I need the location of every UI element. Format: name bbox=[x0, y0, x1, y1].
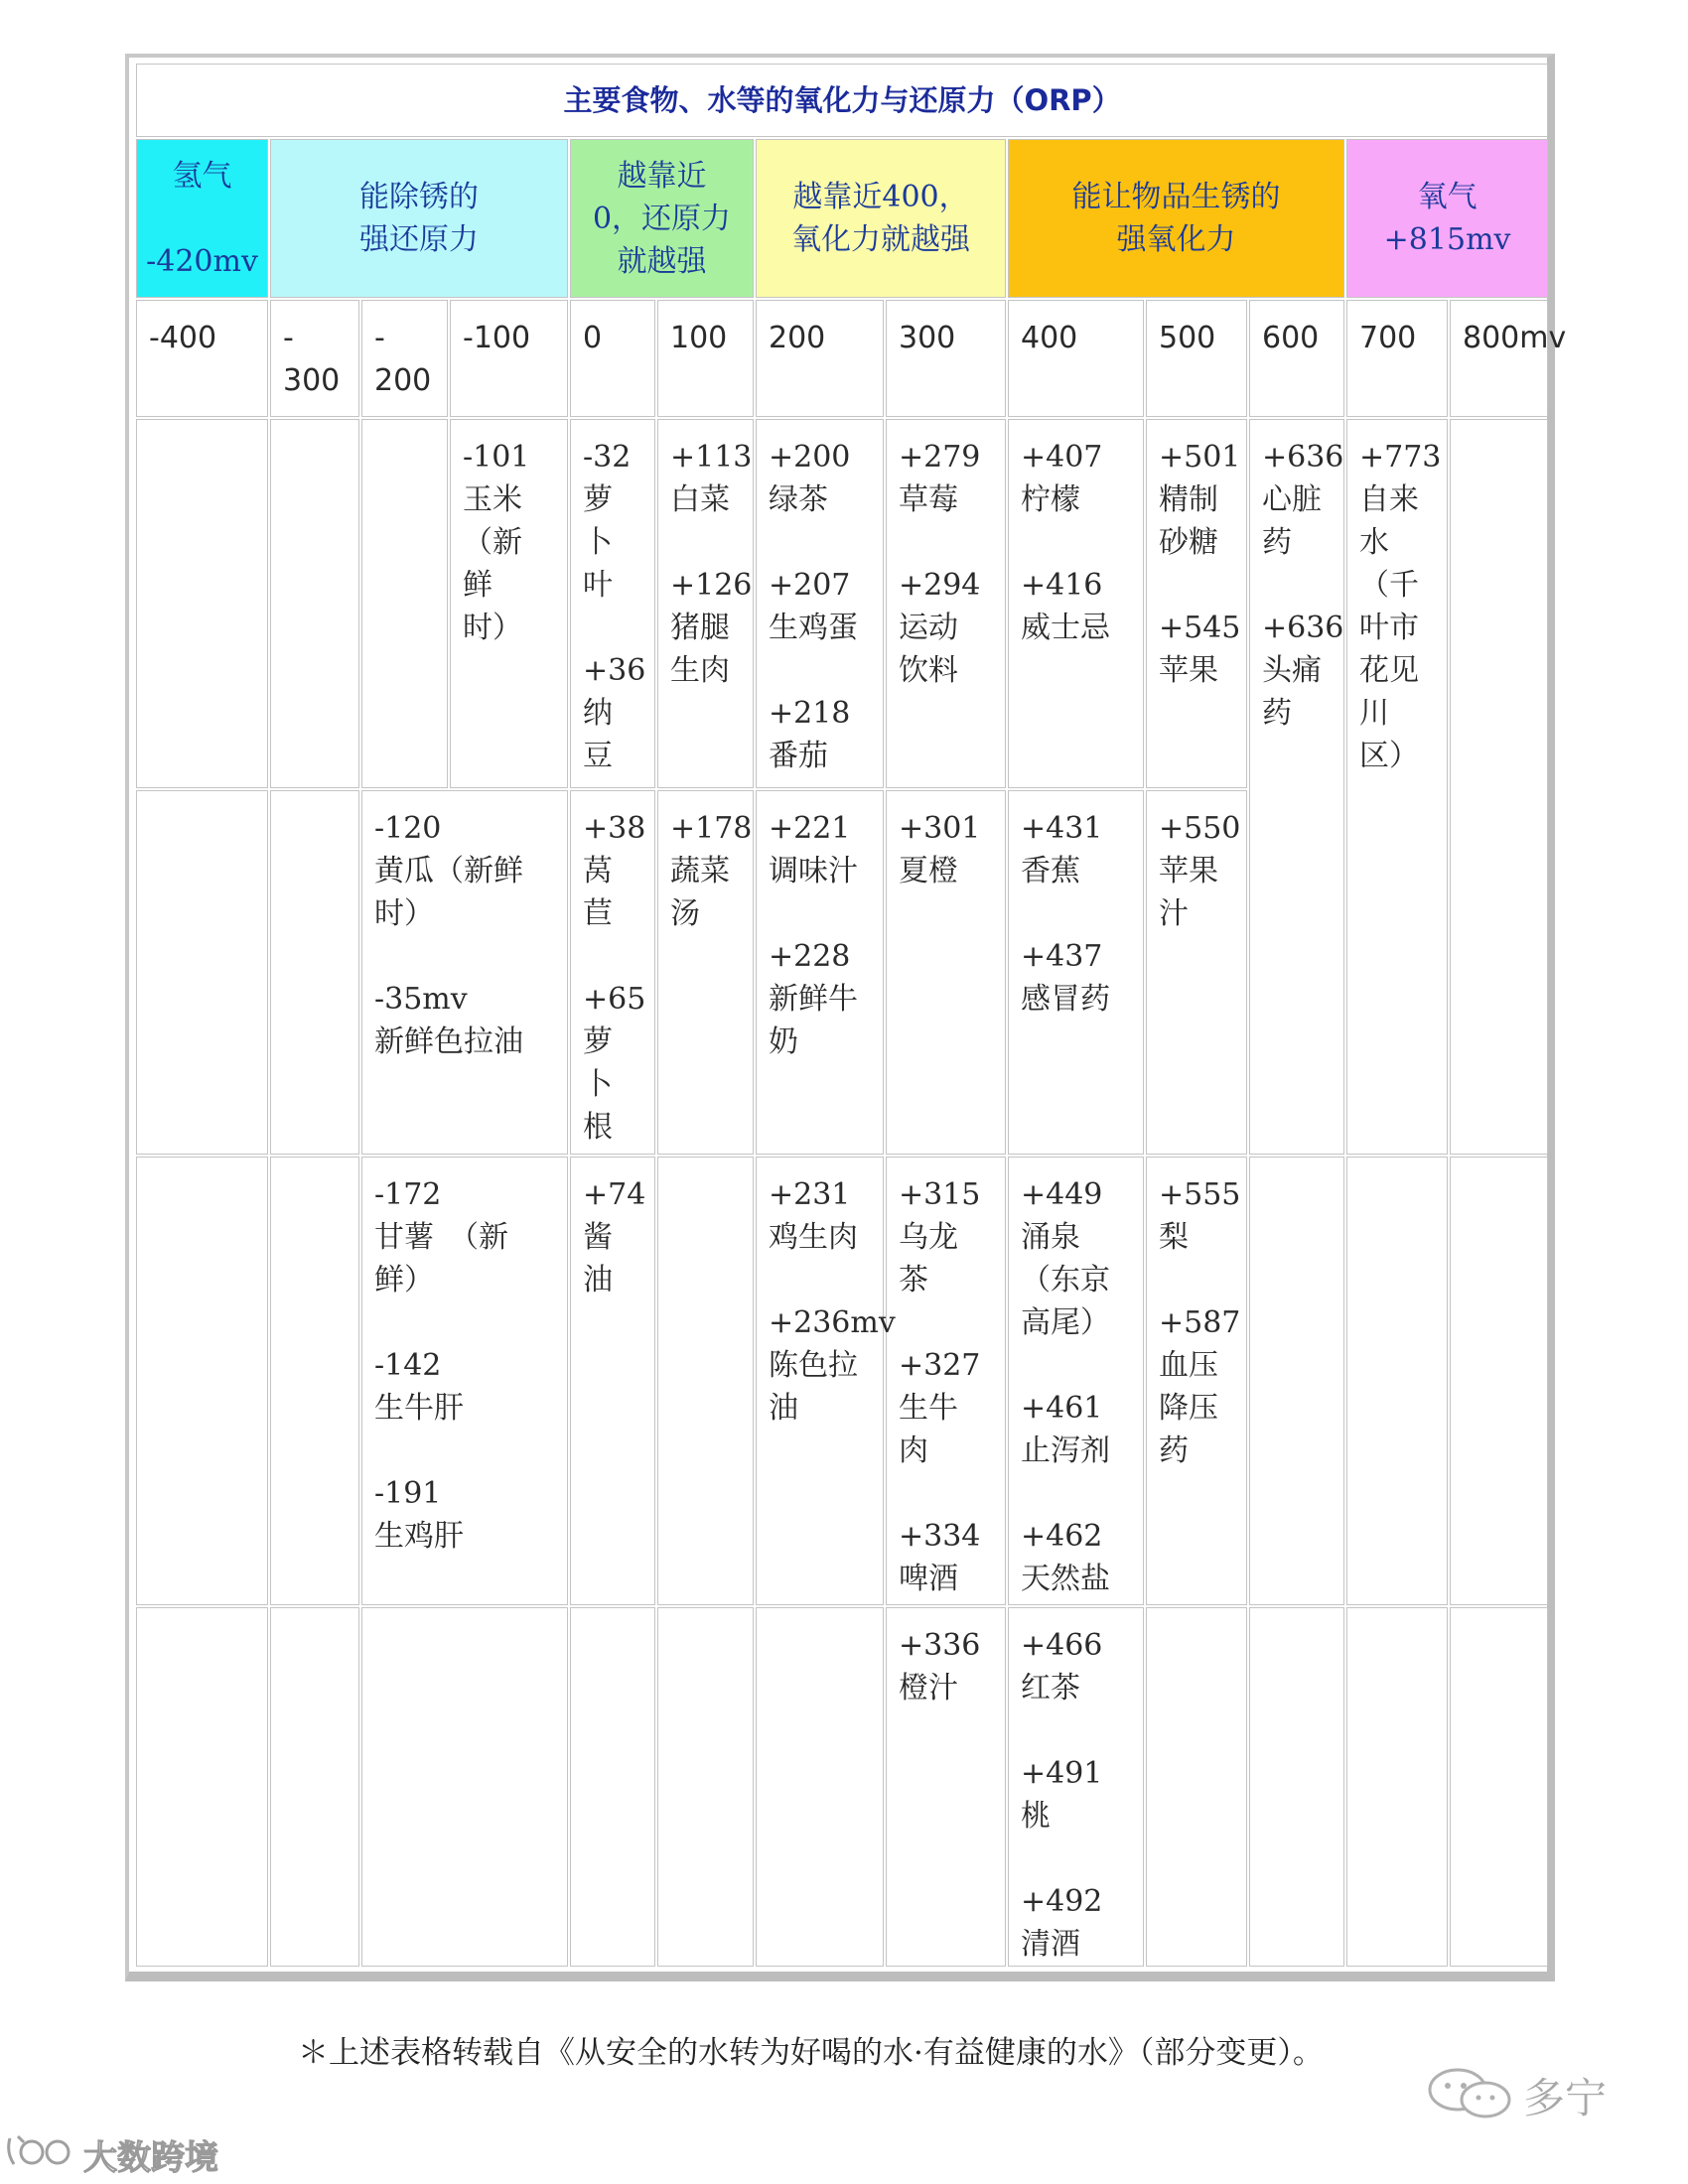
empty-cell bbox=[361, 1607, 568, 1967]
scale-label: 400 bbox=[1008, 300, 1144, 417]
scale-label: -400 bbox=[136, 300, 268, 417]
empty-cell bbox=[1249, 1607, 1344, 1967]
food-cell: +38 莴 苣 +65 萝 卜 根 bbox=[570, 790, 655, 1155]
empty-cell bbox=[1450, 1607, 1548, 1967]
empty-cell bbox=[136, 790, 268, 1155]
empty-cell bbox=[657, 1607, 754, 1967]
scale-label: 500 bbox=[1146, 300, 1247, 417]
header-oxygen: 氧气 +815mv bbox=[1346, 139, 1548, 298]
empty-cell bbox=[270, 790, 359, 1155]
empty-cell bbox=[361, 419, 448, 788]
empty-cell bbox=[1450, 419, 1548, 1155]
food-cell: +466 红茶 +491 桃 +492 清酒 bbox=[1008, 1607, 1144, 1967]
food-cell: +221 调味汁 +228 新鲜牛 奶 bbox=[756, 790, 884, 1155]
food-cell: +550 苹果 汁 bbox=[1146, 790, 1247, 1155]
food-cell: +74 酱 油 bbox=[570, 1157, 655, 1605]
food-cell: +555 梨 +587 血压 降压 药 bbox=[1146, 1157, 1247, 1605]
food-cell: +113 白菜 +126 猪腿 生肉 bbox=[657, 419, 754, 788]
empty-cell bbox=[270, 1157, 359, 1605]
empty-cell bbox=[1346, 1607, 1448, 1967]
scale-label: 100 bbox=[657, 300, 754, 417]
scale-label: 600 bbox=[1249, 300, 1344, 417]
empty-cell bbox=[570, 1607, 655, 1967]
food-cell: +315 乌龙 茶 +327 生牛 肉 +334 啤酒 bbox=[886, 1157, 1006, 1605]
food-cell: +336 橙汁 bbox=[886, 1607, 1006, 1967]
scale-label: 200 bbox=[756, 300, 884, 417]
brand-logo-icon bbox=[4, 2128, 81, 2176]
food-cell: +449 涌泉 （东京 高尾） +461 止泻剂 +462 天然盐 bbox=[1008, 1157, 1144, 1605]
header-near-400: 越靠近400， 氧化力就越强 bbox=[756, 139, 1006, 298]
food-cell: -172 甘薯 （新 鲜） -142 生牛肝 -191 生鸡肝 bbox=[361, 1157, 568, 1605]
food-cell: +636 心脏 药 +636 头痛 药 bbox=[1249, 419, 1344, 1155]
empty-cell bbox=[1249, 1157, 1344, 1605]
empty-cell bbox=[136, 1157, 268, 1605]
empty-cell bbox=[657, 1157, 754, 1605]
food-cell: +178 蔬菜 汤 bbox=[657, 790, 754, 1155]
empty-cell bbox=[1346, 1157, 1448, 1605]
food-cell: +773 自来 水 （千 叶市 花见 川 区） bbox=[1346, 419, 1448, 1155]
watermark-text: 多宁 bbox=[1523, 2074, 1608, 2122]
food-cell: -101 玉米 （新 鲜 时） bbox=[450, 419, 568, 788]
food-cell: +200 绿茶 +207 生鸡蛋 +218 番茄 bbox=[756, 419, 884, 788]
food-cell: +279 草莓 +294 运动 饮料 bbox=[886, 419, 1006, 788]
empty-cell bbox=[1146, 1607, 1247, 1967]
scale-label: -100 bbox=[450, 300, 568, 417]
empty-cell bbox=[1450, 1157, 1548, 1605]
empty-cell bbox=[756, 1607, 884, 1967]
watermark-left bbox=[4, 2124, 232, 2180]
header-hydrogen: 氢气 -420mv bbox=[136, 139, 268, 298]
watermark-brand-text: 大数跨境 bbox=[83, 2138, 218, 2178]
empty-cell bbox=[270, 419, 359, 788]
empty-cell bbox=[136, 1607, 268, 1967]
watermark-right bbox=[1426, 2060, 1664, 2129]
chat-bubbles-icon bbox=[1426, 2066, 1515, 2121]
scale-label: - 200 bbox=[361, 300, 448, 417]
scale-label: 300 bbox=[886, 300, 1006, 417]
table-title: 主要食物、水等的氧化力与还原力（ORP） bbox=[136, 64, 1548, 137]
header-strong-reduction: 能除锈的 强还原力 bbox=[270, 139, 568, 298]
scale-label: - 300 bbox=[270, 300, 359, 417]
food-cell: -120 黄瓜（新鲜 时） -35mv 新鲜色拉油 bbox=[361, 790, 568, 1155]
food-cell: +231 鸡生肉 +236mv 陈色拉 油 bbox=[756, 1157, 884, 1605]
scale-label: 800mv bbox=[1450, 300, 1548, 417]
scale-label: 0 bbox=[570, 300, 655, 417]
empty-cell bbox=[136, 419, 268, 788]
food-cell: +301 夏橙 bbox=[886, 790, 1006, 1155]
scale-label: 700 bbox=[1346, 300, 1448, 417]
orp-table bbox=[134, 62, 1567, 1969]
empty-cell bbox=[270, 1607, 359, 1967]
food-cell: +431 香蕉 +437 感冒药 bbox=[1008, 790, 1144, 1155]
food-cell: +501 精制 砂糖 +545 苹果 bbox=[1146, 419, 1247, 788]
footnote: ＊上述表格转载自《从安全的水转为好喝的水·有益健康的水》（部分变更）。 bbox=[298, 2035, 1324, 2071]
header-strong-oxidation: 能让物品生锈的 强氧化力 bbox=[1008, 139, 1344, 298]
food-cell: +407 柠檬 +416 威士忌 bbox=[1008, 419, 1144, 788]
food-cell: -32 萝 卜 叶 +36 纳 豆 bbox=[570, 419, 655, 788]
header-near-zero: 越靠近 0，还原力 就越强 bbox=[570, 139, 754, 298]
